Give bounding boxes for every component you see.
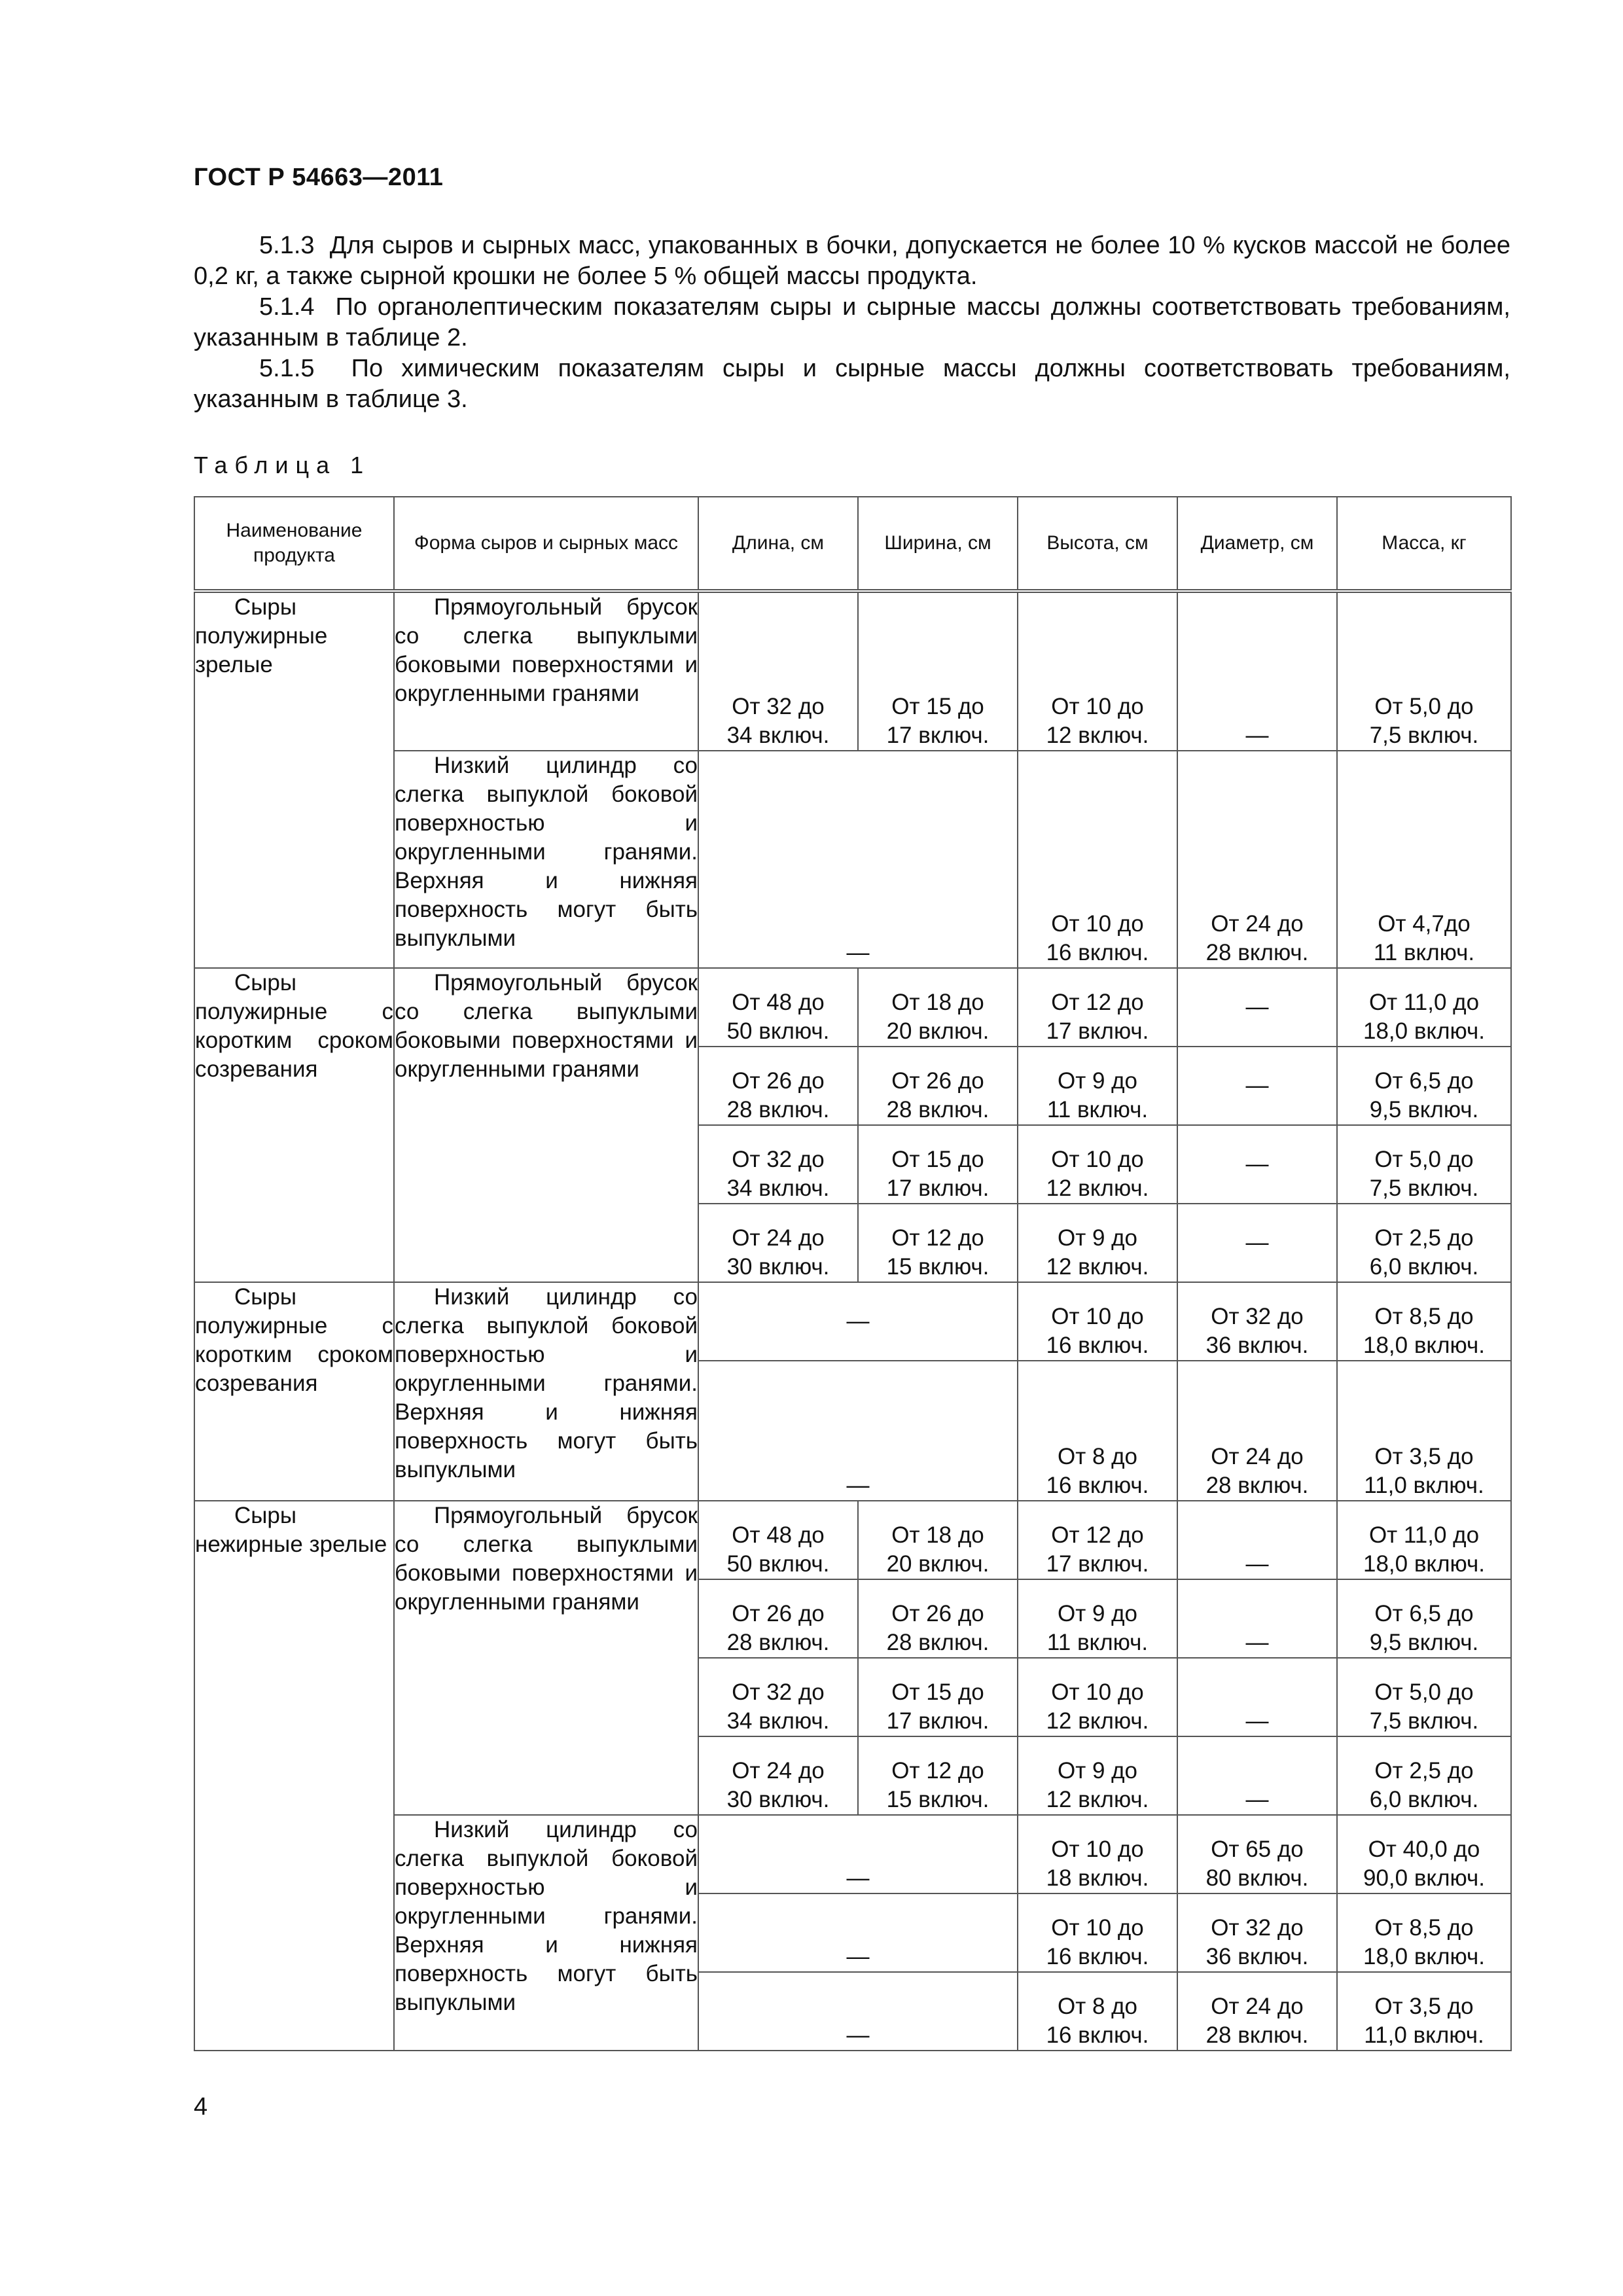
page-number: 4 bbox=[194, 2093, 208, 2121]
diameter-cell: От 24 до 28 включ. bbox=[1177, 1361, 1337, 1501]
form-cell: Прямоугольный брусок со слегка выпуклыми боковыми поверхностями и округленными гранями bbox=[394, 968, 698, 1282]
paragraph-5-1-3 bbox=[194, 230, 1510, 292]
mass-cell: От 2,5 до 6,0 включ. bbox=[1337, 1736, 1511, 1815]
form-cell: Низкий цилиндр со слегка выпуклой боковой поверхностью и округленными гранями. Верхняя и нижняя поверхность могут быть выпуклыми bbox=[394, 751, 698, 968]
length-width-cell: — bbox=[698, 1815, 1018, 1893]
product-name-cell: Сыры полужирные с коротким сроком созревания bbox=[194, 1282, 394, 1501]
length-width-cell: — bbox=[698, 1972, 1018, 2051]
mass-cell: От 6,5 до 9,5 включ. bbox=[1337, 1579, 1511, 1658]
diameter-cell: От 24 до 28 включ. bbox=[1177, 751, 1337, 968]
height-cell: От 8 до 16 включ. bbox=[1018, 1972, 1177, 2051]
dimensions-table bbox=[194, 496, 1512, 2051]
diameter-cell: — bbox=[1177, 1658, 1337, 1736]
mass-cell: От 6,5 до 9,5 включ. bbox=[1337, 1047, 1511, 1125]
height-cell: От 10 до 16 включ. bbox=[1018, 1282, 1177, 1361]
width-cell: От 26 до 28 включ. bbox=[858, 1579, 1018, 1658]
width-cell: От 18 до 20 включ. bbox=[858, 968, 1018, 1047]
header-length: Длина, см bbox=[698, 497, 858, 591]
form-cell: Низкий цилиндр со слегка выпуклой боковой поверхностью и округленными гранями. Верхняя и нижняя поверхность могут быть выпуклыми bbox=[394, 1282, 698, 1501]
mass-cell: От 3,5 до 11,0 включ. bbox=[1337, 1361, 1511, 1501]
length-cell: От 48 до 50 включ. bbox=[698, 968, 858, 1047]
diameter-cell: — bbox=[1177, 1579, 1337, 1658]
table-header-row bbox=[194, 497, 1511, 591]
header-product-name: Наименование продукта bbox=[194, 497, 394, 591]
length-cell: От 24 до 30 включ. bbox=[698, 1736, 858, 1815]
width-cell: От 26 до 28 включ. bbox=[858, 1047, 1018, 1125]
width-cell: От 15 до 17 включ. bbox=[858, 1125, 1018, 1204]
mass-cell: От 40,0 до 90,0 включ. bbox=[1337, 1815, 1511, 1893]
length-cell: От 48 до 50 включ. bbox=[698, 1501, 858, 1579]
mass-cell: От 5,0 до 7,5 включ. bbox=[1337, 1658, 1511, 1736]
length-cell: От 32 до 34 включ. bbox=[698, 591, 858, 751]
mass-cell: От 2,5 до 6,0 включ. bbox=[1337, 1204, 1511, 1282]
diameter-cell: — bbox=[1177, 1736, 1337, 1815]
mass-cell: От 8,5 до 18,0 включ. bbox=[1337, 1282, 1511, 1361]
product-name-cell: Сыры полужирные зрелые bbox=[194, 591, 394, 968]
paragraph-text: Для сыров и сырных масс, упакованных в бочки, допускается не более 10 % кусков массой не более 0,2 кг, а также сырной крошки не более 5 % общей массы продукта. bbox=[194, 232, 1510, 290]
product-name-cell: Сыры нежирные зрелые bbox=[194, 1501, 394, 2051]
height-cell: От 12 до 17 включ. bbox=[1018, 1501, 1177, 1579]
height-cell: От 8 до 16 включ. bbox=[1018, 1361, 1177, 1501]
form-cell: Низкий цилиндр со слегка выпуклой боковой поверхностью и округленными гранями. Верхняя и нижняя поверхность могут быть выпуклыми bbox=[394, 1815, 698, 2051]
height-cell: От 12 до 17 включ. bbox=[1018, 968, 1177, 1047]
length-cell: От 26 до 28 включ. bbox=[698, 1047, 858, 1125]
form-cell: Прямоугольный брусок со слегка выпуклыми боковыми поверхностями и округленными гранями bbox=[394, 591, 698, 751]
diameter-cell: От 65 до 80 включ. bbox=[1177, 1815, 1337, 1893]
length-width-cell: — bbox=[698, 1282, 1018, 1361]
length-width-cell: — bbox=[698, 1893, 1018, 1972]
document-header: ГОСТ Р 54663—2011 bbox=[194, 164, 444, 191]
diameter-cell: От 24 до 28 включ. bbox=[1177, 1972, 1337, 2051]
width-cell: От 12 до 15 включ. bbox=[858, 1736, 1018, 1815]
height-cell: От 9 до 11 включ. bbox=[1018, 1047, 1177, 1125]
header-diameter: Диаметр, см bbox=[1177, 497, 1337, 591]
paragraph-text: По органолептическим показателям сыры и сырные массы должны соответствовать требованиям, указанным в таблице 2. bbox=[194, 293, 1510, 351]
length-cell: От 24 до 30 включ. bbox=[698, 1204, 858, 1282]
width-cell: От 15 до 17 включ. bbox=[858, 1658, 1018, 1736]
width-cell: От 18 до 20 включ. bbox=[858, 1501, 1018, 1579]
diameter-cell: — bbox=[1177, 1204, 1337, 1282]
diameter-cell: — bbox=[1177, 591, 1337, 751]
height-cell: От 10 до 18 включ. bbox=[1018, 1815, 1177, 1893]
height-cell: От 10 до 12 включ. bbox=[1018, 1125, 1177, 1204]
table-caption: Таблица 1 bbox=[194, 452, 371, 478]
product-name-cell: Сыры полужирные с коротким сроком созревания bbox=[194, 968, 394, 1282]
paragraph-number: 5.1.5 bbox=[259, 355, 315, 382]
diameter-cell: От 32 до 36 включ. bbox=[1177, 1893, 1337, 1972]
paragraph-5-1-4 bbox=[194, 292, 1510, 353]
diameter-cell: — bbox=[1177, 1501, 1337, 1579]
mass-cell: От 4,7до 11 включ. bbox=[1337, 751, 1511, 968]
height-cell: От 9 до 12 включ. bbox=[1018, 1204, 1177, 1282]
diameter-cell: — bbox=[1177, 1125, 1337, 1204]
table-row bbox=[194, 1501, 1511, 1579]
length-cell: От 32 до 34 включ. bbox=[698, 1125, 858, 1204]
mass-cell: От 11,0 до 18,0 включ. bbox=[1337, 968, 1511, 1047]
height-cell: От 10 до 12 включ. bbox=[1018, 1658, 1177, 1736]
paragraph-number: 5.1.4 bbox=[259, 293, 315, 321]
length-width-cell: — bbox=[698, 1361, 1018, 1501]
height-cell: От 9 до 11 включ. bbox=[1018, 1579, 1177, 1658]
header-form: Форма сыров и сырных масс bbox=[394, 497, 698, 591]
header-height: Высота, см bbox=[1018, 497, 1177, 591]
header-width: Ширина, см bbox=[858, 497, 1018, 591]
table-row bbox=[194, 591, 1511, 751]
width-cell: От 15 до 17 включ. bbox=[858, 591, 1018, 751]
diameter-cell: — bbox=[1177, 1047, 1337, 1125]
height-cell: От 10 до 16 включ. bbox=[1018, 751, 1177, 968]
mass-cell: От 11,0 до 18,0 включ. bbox=[1337, 1501, 1511, 1579]
mass-cell: От 8,5 до 18,0 включ. bbox=[1337, 1893, 1511, 1972]
paragraph-number: 5.1.3 bbox=[259, 232, 315, 259]
table-row bbox=[194, 1282, 1511, 1361]
length-cell: От 26 до 28 включ. bbox=[698, 1579, 858, 1658]
length-width-cell: — bbox=[698, 751, 1018, 968]
paragraph-text: По химическим показателям сыры и сырные массы должны соответствовать требованиям, указанным в таблице 3. bbox=[194, 355, 1510, 413]
height-cell: От 10 до 12 включ. bbox=[1018, 591, 1177, 751]
form-cell: Прямоугольный брусок со слегка выпуклыми боковыми поверхностями и округленными гранями bbox=[394, 1501, 698, 1815]
length-cell: От 32 до 34 включ. bbox=[698, 1658, 858, 1736]
height-cell: От 9 до 12 включ. bbox=[1018, 1736, 1177, 1815]
diameter-cell: От 32 до 36 включ. bbox=[1177, 1282, 1337, 1361]
table-row bbox=[194, 968, 1511, 1047]
mass-cell: От 3,5 до 11,0 включ. bbox=[1337, 1972, 1511, 2051]
height-cell: От 10 до 16 включ. bbox=[1018, 1893, 1177, 1972]
mass-cell: От 5,0 до 7,5 включ. bbox=[1337, 591, 1511, 751]
diameter-cell: — bbox=[1177, 968, 1337, 1047]
mass-cell: От 5,0 до 7,5 включ. bbox=[1337, 1125, 1511, 1204]
header-mass: Масса, кг bbox=[1337, 497, 1511, 591]
paragraph-5-1-5 bbox=[194, 353, 1510, 415]
width-cell: От 12 до 15 включ. bbox=[858, 1204, 1018, 1282]
